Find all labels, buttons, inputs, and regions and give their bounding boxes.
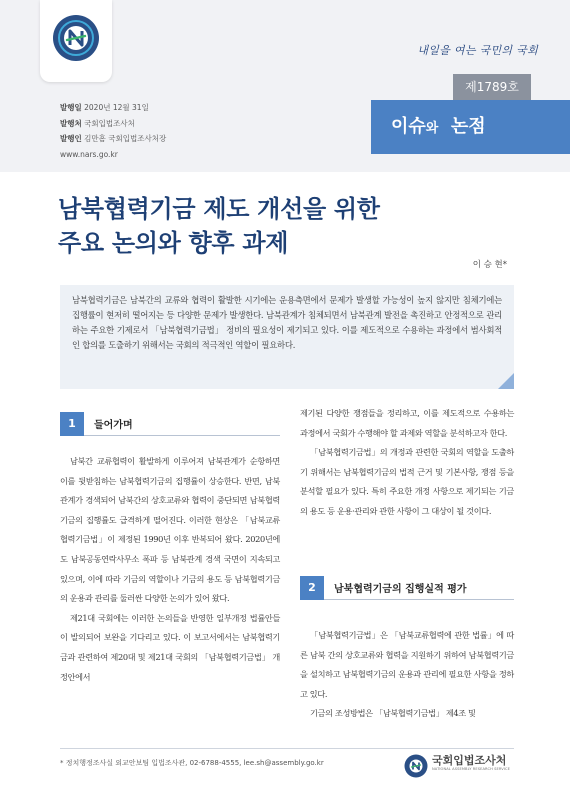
section-heading-2 [300,576,514,600]
body-column-right-top [300,404,514,522]
paragraph: 「남북협력기금법」의 개정과 관련한 국회의 역할을 도출하기 위해서는 남북협력기금의 법적 근거 및 기본사항, 쟁점 등을 분석할 필요가 있다. 특히 주요한 개정 사항으로 제기되는 기금의 용도 등 운용·관리와 관한 사항이 그 대상이 될 것이다. [300,447,514,516]
nars-logo-icon [52,14,100,62]
series-conj: 와 [425,121,439,136]
paragraph: 남북간 교류협력이 활발하게 이루어져 남북관계가 순항하면 이를 뒷받침하는 남북협력기금의 집행률이 상승한다. 반면, 남북관계가 경색되어 남북간의 상호교류와 협력이 중단되면 남북협력기금의 집행률도 급격하게 떨어진다. 이러한 현상은 「남북교류협력기금법」이 제정된 1990년 이후 반복되어 왔다. 2020년에도 남북공동연락사무소 폭파 등 남북관계 경색 국면이 지속되고 있으며, 이에 따라 기금의 역할이나 기금의 용도 등 남북협력기금의 운용과 관리를 둘러싼 다양한 논의가 있어 왔다. [60,456,280,604]
title-line-2: 주요 논의와 향후 과제 [58,229,289,257]
page-title [58,192,380,260]
footer-logo-icon [404,754,428,778]
summary-corner-decoration [498,373,514,389]
paragraph: 제21대 국회에는 이러한 논의들을 반영한 일부개정 법률안들이 발의되어 보완을 기다리고 있다. 이 보고서에서는 남북협력기금과 관련하여 제20대 및 제21대 국회의 「남북협력기금법」 개정안에서 [60,612,280,682]
meta-date: 발행일 2020년 12월 31일 [60,103,149,112]
author-name: 이 승 현* [472,260,507,270]
summary-text: 남북협력기금은 남북간의 교류와 협력이 활발한 시기에는 운용측면에서 문제가 발생할 가능성이 높지 않지만 침체기에는 집행률이 현저히 떨어지는 등 다양한 문제가 발생한다. 남북관계가 침체되면서 남북관계 발전을 촉진하고 안정적으로 관리하는 주요한 기제로서 「남북협력기금법」 정비의 필요성이 제기되고 있다. 이를 제도적으로 수용하는 과정에서 범사회적인 합의를 도출하기 위해서는 국회의 적극적인 역할이 필요하다. [72,295,502,350]
slogan-text: 내일을 여는 국민의 국회 [417,44,538,57]
section-number-2: 2 [300,576,324,600]
meta-website[interactable]: www.nars.go.kr [60,149,118,159]
footer-divider [60,748,514,749]
publication-meta [60,100,166,162]
footer-org-name: 국회입법조사처 [432,754,507,767]
series-end: 논점 [450,116,486,137]
series-title-bar [371,100,570,154]
logo-tab [40,0,112,82]
paragraph: 「남북협력기금법」은 「남북교류협력에 관한 법률」에 따른 남북 간의 상호교류와 협력을 지원하기 위하여 남북협력기금을 설치하고 남북협력기금의 운용과 관리에 필요한 사항을 정하고 있다. [300,630,514,699]
body-column-left [60,452,280,687]
paragraph-continued: 제기된 다양한 쟁점들을 정리하고, 이를 제도적으로 수용하는 과정에서 국회가 수행해야 할 과제와 역할을 분석하고자 한다. [300,408,514,438]
footer-contact: * 정치행정조사실 외교안보팀 입법조사관, 02-6788-4555, lee.sh@assembly.go.kr [60,759,324,767]
section-number-1: 1 [60,412,84,436]
paragraph: 기금의 조성방법은 「남북협력기금법」 제4조 및 [310,708,476,719]
section-title-1: 들어가며 [94,420,133,431]
body-column-right-bottom [300,626,514,724]
issue-number-badge: 제1789호 [453,74,531,100]
title-line-1: 남북협력기금 제도 개선을 위한 [58,195,380,223]
meta-publisher: 발행처 국회입법조사처 [60,118,135,128]
section-heading-1 [60,412,280,436]
footer-org-subtitle: NATIONAL ASSEMBLY RESEARCH SERVICE [432,767,510,771]
summary-box [60,285,514,389]
meta-issuer: 발행인 김만흠 국회입법조사처장 [60,134,167,143]
section-title-2: 남북협력기금의 집행실적 평가 [334,584,467,595]
series-main: 이슈 [391,116,426,137]
